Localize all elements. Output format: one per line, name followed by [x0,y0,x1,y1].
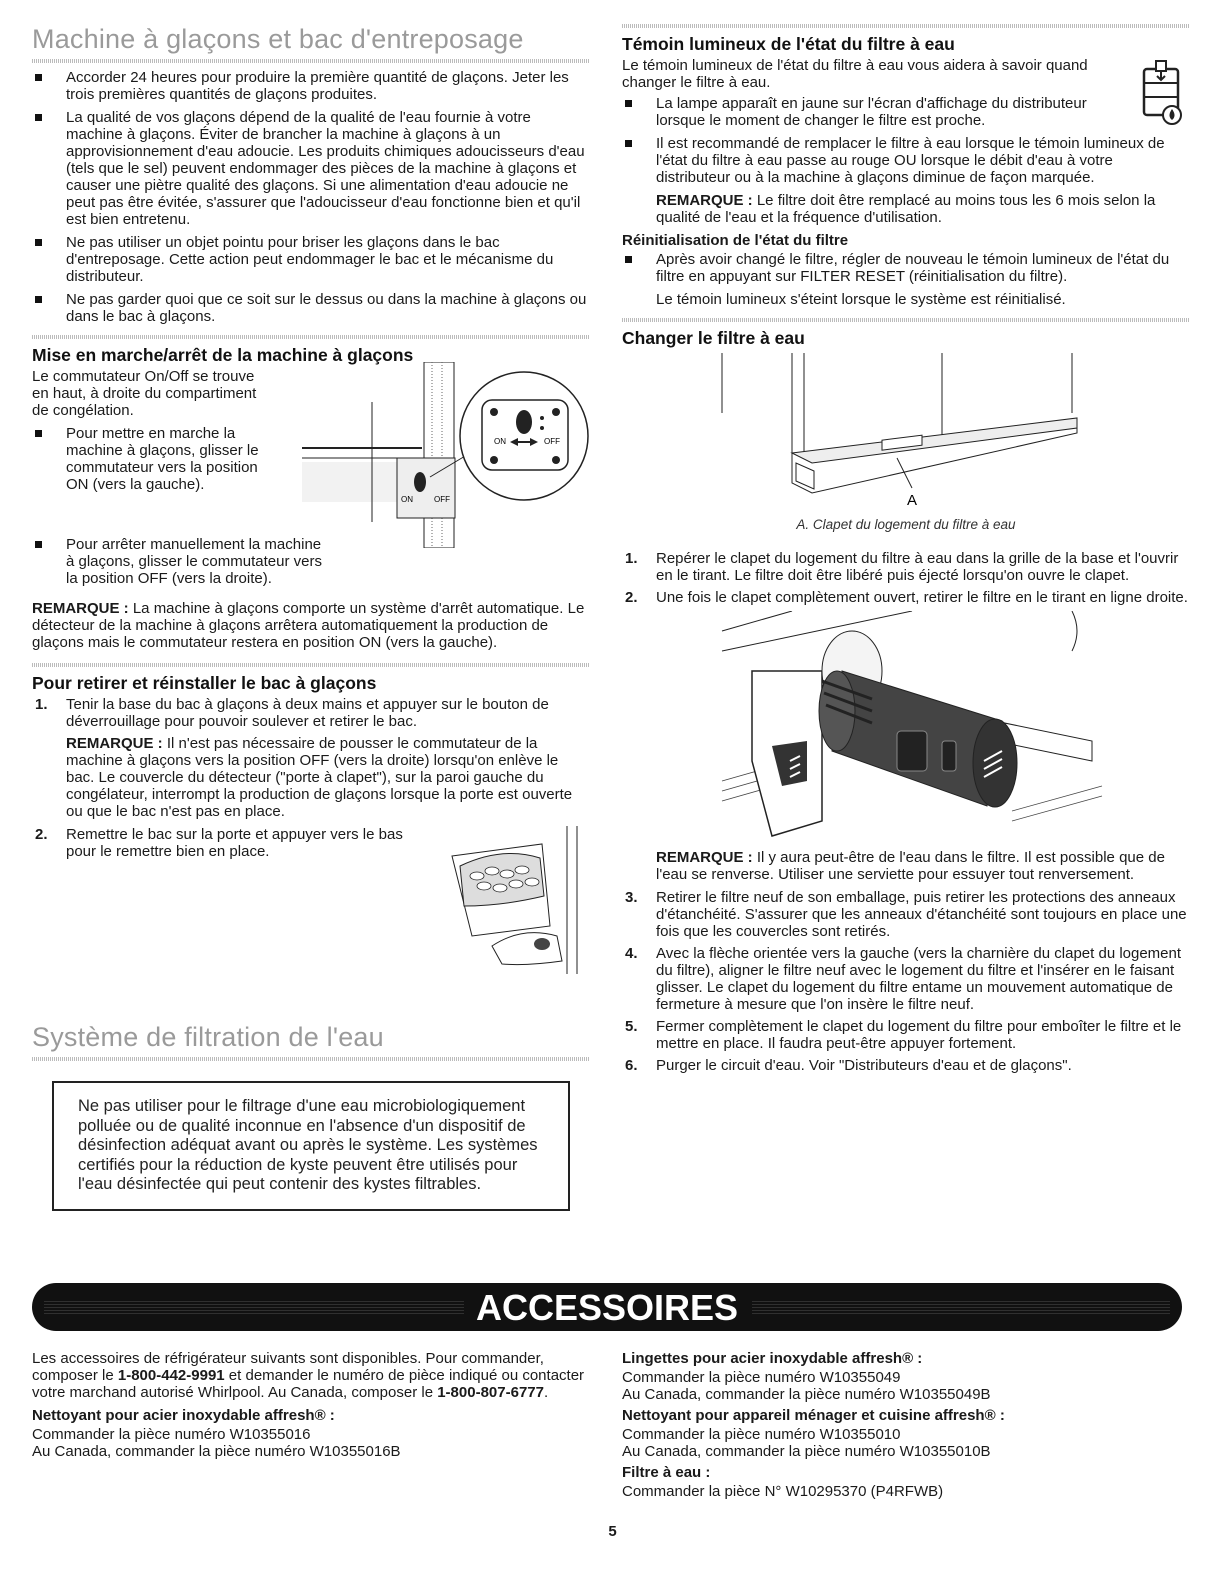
switch-on-label-zoom: ON [494,437,506,446]
reset-title: Réinitialisation de l'état du filtre [622,232,849,249]
accessories-intro: Les accessoires de réfrigérateur suivants sont disponibles. Pour commander, composer le 1-800-442-9991 et demander le numéro de pièce indiqué ou contacter votre marchand autorisé Whirlpool. Au Canada, composer le 1-800-807-6777. [32,1350,585,1401]
onoff-block [32,368,590,598]
indicator-intro: Le témoin lumineux de l'état du filtre à eau vous aidera à savoir quand changer le filtre à eau. [622,57,1088,91]
list-item: 3. Retirer le filtre neuf de son emballage, puis retirer les protections des anneaux d'étanchéité. S'assurer que les anneaux d'étanchéité sont toujours en place une fois que les couvercles sont retirés. [625,889,1187,940]
list-item: La qualité de vos glaçons dépend de la qualité de l'eau fournie à votre machine à glaçons. Éviter de brancher la machine à glaçons à un approvisionnement d'eau adoucie. Les produits chimiques adoucisseurs d'eau (tels que le sel) peuvent endommager des pièces de la machine à glaçons et causer une piètre qualité des glaçons. Si une alimentation d'eau adoucie ne peut pas être évitée, s'assurer que l'adoucisseur d'eau fonctionne bien et qu'il est bien entretenu. [32,109,590,228]
ice-switch-illustration [272,362,590,548]
figure-label-a: A [907,492,918,509]
divider [622,24,1190,28]
warning-box: Ne pas utiliser pour le filtrage d'une eau microbiologiquement polluée ou de qualité inconnue en l'absence d'un dispositif de désinfection adéquat avant ou après le système. Les systèmes certifiés pour la réduction de kyste peuvent être utilisés pour l'eau désinfectée qui peut contenir des kystes filtrables. [52,1081,570,1211]
accessories-right [622,1350,1190,1500]
list-item: Il est recommandé de remplacer le filtre à eau lorsque le témoin lumineux de l'état du filtre à eau passe au rouge OU lorsque le débit d'eau à votre distributeur ou à la machine à glaçons diminue de façon marquée. [622,135,1190,186]
list-item: Accorder 24 heures pour produire la première quantité de glaçons. Jeter les trois premières quantités de glaçons produites. [32,69,590,103]
list-item: Ne pas utiliser un objet pointu pour briser les glaçons dans le bac d'entreposage. Cette action peut endommager le bac et le mécanisme du distributeur. [32,234,590,285]
change-title: Changer le filtre à eau [622,328,805,348]
page-number: 5 [608,1523,617,1540]
accessory-part-canada: Au Canada, commander la pièce numéro W10355049B [622,1386,991,1403]
bin-steps [32,696,590,730]
list-item: Pour arrêter manuellement la machine à glaçons, glisser le commutateur vers la position OFF (vers la droite). [32,536,322,587]
accessory-title: Nettoyant pour acier inoxydable affresh® : [32,1407,335,1424]
filter-status-icon [1140,59,1184,129]
left-column [32,24,590,1211]
ice-section-title: Machine à glaçons et bac d'entreposage [32,24,524,54]
bin-note: Il n'est pas nécessaire de pousser le commutateur de la machine à glaçons vers la position OFF (vers la droite) lorsqu'on enlève le bac. Le couvercle du détecteur ("porte à clapet"), sur la paroi gauche du congélateur, interrompt la production de glaçons lorsque la porte est ouverte ou que le bac n'est pas en place. [66,735,573,820]
list-item: 1. Tenir la base du bac à glaçons à deux mains et appuyer sur le bouton de déverrouillage pour pouvoir soulever et retirer le bac. [35,696,549,730]
filter-door-illustration [712,353,1092,513]
divider [32,59,590,63]
onoff-title: Mise en marche/arrêt de la machine à glaçons [32,345,414,365]
divider [32,335,590,339]
list-item: Pour mettre en marche la machine à glaçons, glisser le commutateur vers la position ON (vers la gauche). [32,425,272,493]
divider [32,1057,590,1061]
accessory-part: Commander la pièce numéro W10355010 [622,1426,901,1443]
list-item: Ne pas garder quoi que ce soit sur le dessus ou dans la machine à glaçons ou dans le bac à glaçons. [32,291,590,325]
list-item: 1. Repérer le clapet du logement du filtre à eau dans la grille de la base et l'ouvrir en le tirant. Le filtre doit être libéré puis éjecté lorsqu'on ouvre le clapet. [625,550,1179,584]
list-item: La lampe apparaît en jaune sur l'écran d'affichage du distributeur lorsque le moment de changer le filtre est proche. [622,95,1126,129]
reset-after: Le témoin lumineux s'éteint lorsque le système est réinitialisé. [656,291,1066,308]
accessory-part: Commander la pièce N° W10295370 (P4RFWB) [622,1483,944,1500]
switch-off-label-zoom: OFF [544,437,560,446]
accessories-title: ACCESSOIRES [475,1287,739,1328]
ice-bin-illustration [432,826,592,974]
onoff-note: La machine à glaçons comporte un système d'arrêt automatique. Le détecteur de la machine à glaçons arrêtera automatiquement la production de glaçons mais le commutateur restera en position ON (vers la gauche). [32,600,585,651]
filter-removal-illustration [712,611,1112,841]
accessory-title: Lingettes pour acier inoxydable affresh® : [622,1350,923,1367]
indicator-note: Le filtre doit être remplacé au moins tous les 6 mois selon la qualité de l'eau et la fréquence d'utilisation. [656,192,1156,226]
ice-bullets [32,69,590,325]
change-note: Il y aura peut-être de l'eau dans le filtre. Il est possible que de l'eau se renverse. Utiliser une serviette pour essuyer tout renversement. [656,849,1165,883]
list-item: Après avoir changé le filtre, régler de nouveau le témoin lumineux de l'état du filtre en appuyant sur FILTER RESET (réinitialisation du filtre). [622,251,1190,285]
list-item: 5. Fermer complètement le clapet du logement du filtre pour emboîter le filtre et le mettre en place. Il faudra peut-être appuyer fortement. [625,1018,1182,1052]
divider [32,663,590,667]
note-label: REMARQUE : [656,849,753,866]
bin-title: Pour retirer et réinstaller le bac à glaçons [32,673,377,693]
figure-caption: A. Clapet du logement du filtre à eau [796,517,1016,532]
accessory-part: Commander la pièce numéro W10355049 [622,1369,901,1386]
accessory-part-canada: Au Canada, commander la pièce numéro W10355016B [32,1443,401,1460]
accessories-banner [32,1283,1182,1331]
switch-on-label: ON [401,495,413,504]
list-item: 2. Remettre le bac sur la porte et appuyer vers le bas pour le remettre bien en place. [35,826,403,860]
accessory-part-canada: Au Canada, commander la pièce numéro W10355010B [622,1443,991,1460]
note-label: REMARQUE : [66,735,163,752]
accessory-title: Filtre à eau : [622,1464,711,1481]
list-item: 4. Avec la flèche orientée vers la gauche (vers la charnière du clapet du logement du filtre), aligner le filtre neuf avec le logement du filtre et l'insérer en le faisant glisser. Le clapet du logement du filtre entame un mouvement automatique de fermeture à mesure que l'on insère le filtre neuf. [625,945,1182,1013]
filtration-title: Système de filtration de l'eau [32,1022,384,1052]
list-item: 6. Purger le circuit d'eau. Voir "Distributeurs d'eau et de glaçons". [625,1057,1072,1074]
list-item: 2. Une fois le clapet complètement ouvert, retirer le filtre en le tirant en ligne droite. [625,589,1188,606]
indicator-title: Témoin lumineux de l'état du filtre à eau [622,34,955,54]
accessory-part: Commander la pièce numéro W10355016 [32,1426,311,1443]
note-label: REMARQUE : [32,600,129,617]
accessory-title: Nettoyant pour appareil ménager et cuisine affresh® : [622,1407,1005,1424]
switch-off-label: OFF [434,495,450,504]
divider [622,318,1190,322]
right-column [622,24,1190,1079]
accessories-left [32,1350,590,1460]
onoff-intro: Le commutateur On/Off se trouve en haut, à droite du compartiment de congélation. [32,368,257,419]
note-label: REMARQUE : [656,192,753,209]
